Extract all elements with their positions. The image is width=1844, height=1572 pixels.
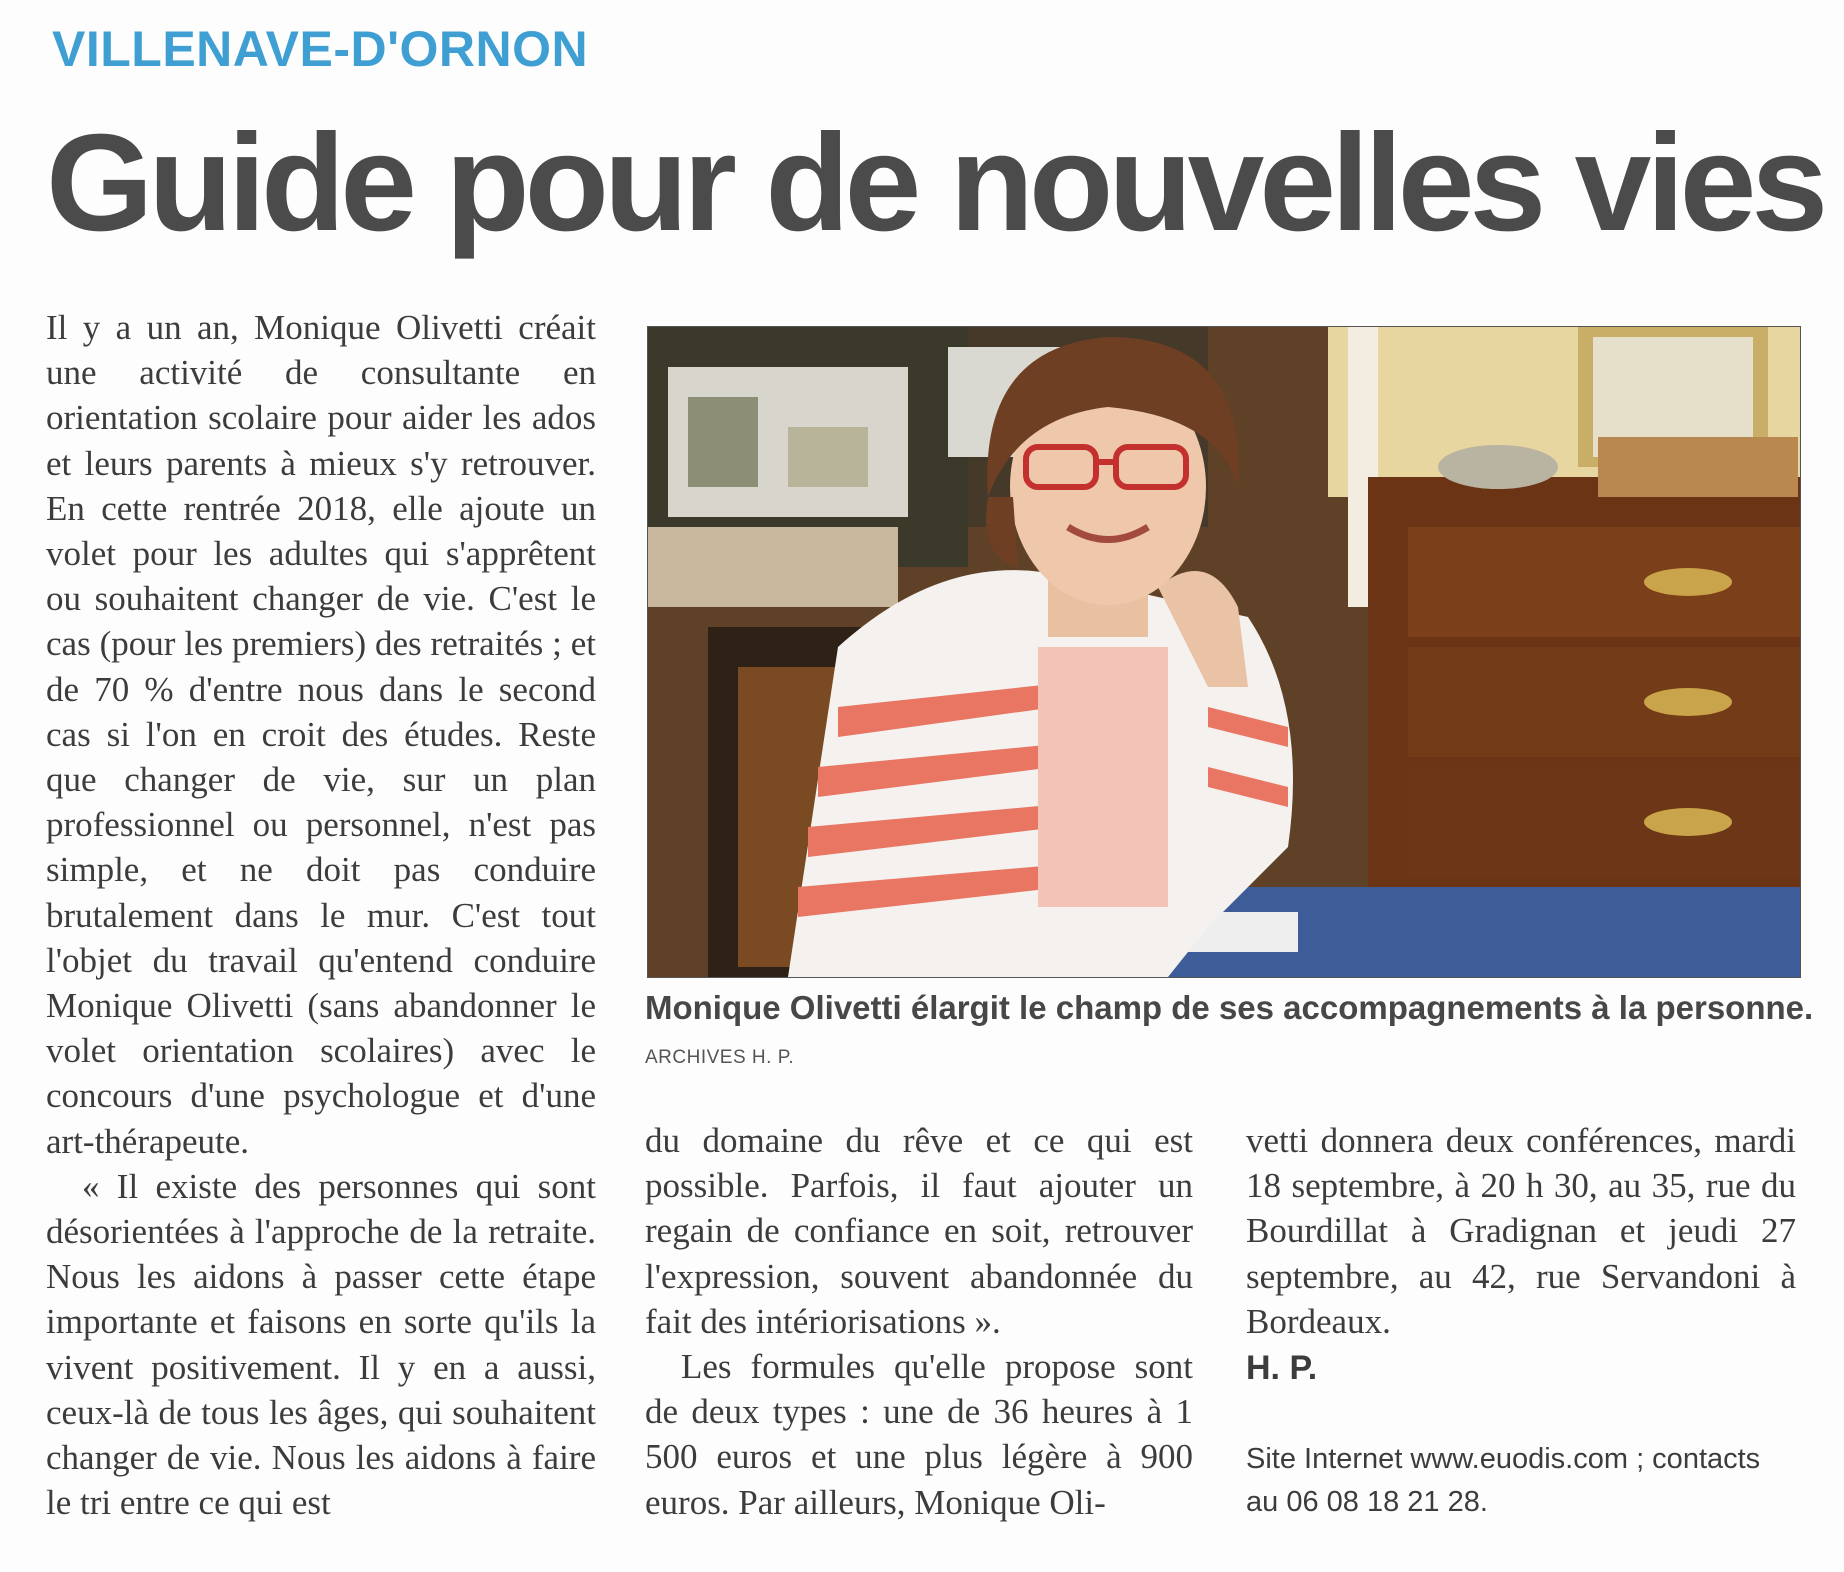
portrait-illustration <box>648 327 1800 977</box>
section-kicker: VILLENAVE-D'ORNON <box>52 21 589 77</box>
caption-text: Monique Olivetti élargit le champ de ses accompagnements à la personne. <box>645 989 1814 1026</box>
article-photo <box>647 326 1801 978</box>
paragraph-quote-end: du domaine du rêve et ce qui est possible. Parfois, il faut ajouter un regain de confiance en soit, retrouver l'expression, souvent abandonnée du fait des intériorisations ». <box>645 1121 1193 1341</box>
paragraph-formulas: Les formules qu'elle propose sont de deux types : une de 36 heures à 1 500 euros et une plus légère à 900 euros. Par ailleurs, Monique Oli- <box>645 1347 1193 1522</box>
paragraph-conferences: vetti donnera deux conférences, mardi 18 septembre, à 20 h 30, au 35, rue du Bourdillat à Gradignan et jeudi 27 septembre, au 42, rue Servandoni à Bordeaux. <box>1246 1121 1796 1341</box>
article-column-1 <box>46 305 596 1525</box>
photo-caption <box>645 986 1825 1080</box>
contact-info <box>1246 1438 1806 1524</box>
article-column-2 <box>645 1118 1193 1525</box>
author-signature: H. P. <box>1246 1349 1318 1388</box>
photo-credit: ARCHIVES H. P. <box>645 1047 795 1068</box>
paragraph-intro: Il y a un an, Monique Olivetti créait une activité de consultante en orientation scolaire pour aider les ados et leurs parents à mieux s'y retrouver. En cette rentrée 2018, elle ajoute un volet pour les adultes qui s'apprêtent ou souhaitent changer de vie. C'est le cas (pour les premiers) des retraités ; et de 70 % d'entre nous dans le second cas si l'on en croit des études. Reste que changer de vie, sur un plan professionnel ou personnel, n'est pas simple, et ne doit pas conduire brutalement dans le mur. C'est tout l'objet du travail qu'entend conduire Monique Olivetti (sans abandonner le volet orientation scolaires) avec le concours d'une psychologue et d'une art-thérapeute. <box>46 308 596 1161</box>
paragraph-quote: « Il existe des personnes qui sont désorientées à l'approche de la retraite. Nous les aidons à passer cette étape importante et faisons en sorte qu'ils la vivent positivement. Il y en a aussi, ceux-là de tous les âges, qui souhaitent changer de vie. Nous les aidons à faire le tri entre ce qui est <box>46 1166 596 1523</box>
article-column-3 <box>1246 1118 1796 1391</box>
contact-phone: au 06 08 18 21 28. <box>1246 1486 1488 1518</box>
headline: Guide pour de nouvelles vies <box>46 106 1824 260</box>
contact-website: Site Internet www.euodis.com ; contacts <box>1246 1443 1761 1475</box>
